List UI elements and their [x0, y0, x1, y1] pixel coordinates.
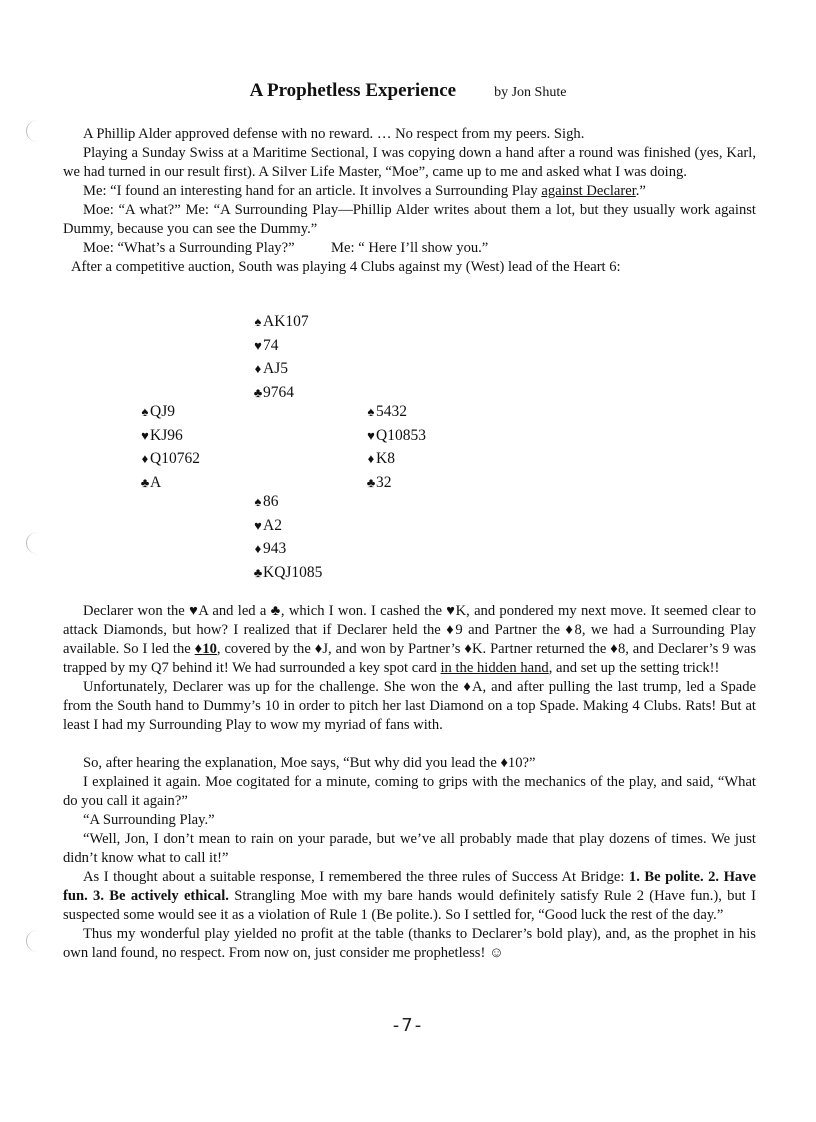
heart-icon: ♥ — [254, 337, 262, 353]
diamond-icon: ♦ — [463, 679, 473, 695]
analysis-text — [63, 602, 756, 963]
diamond-icon: ♦ — [565, 622, 575, 638]
diamond-icon: ♦ — [141, 451, 149, 467]
club-icon: ♣ — [140, 474, 150, 490]
paragraph: As I thought about a suitable response, I remembered the three rules of Success At Bridge: 1. Be polite. 2. Have fun. 3. Be actively ethical. Strangling Moe with my bare hands would definitely satisfy Rule 2 (Have fun.), but I suspected some would see it as a violation of Rule 1 (Be polite.). So I settled for, “Good luck the rest of the day.” — [63, 869, 756, 923]
diamond-icon: ♦ — [194, 641, 203, 657]
west-hand: ♠QJ9 ♥KJ96 ♦ Q10762 ♣A — [140, 400, 200, 494]
diamond-icon: ♦ — [464, 641, 472, 657]
spade-icon: ♠ — [141, 404, 149, 419]
paragraph: Playing a Sunday Swiss at a Maritime Sectional, I was copying down a hand after a round was finished (yes, Karl, we had turned in our result first). A Silver Life Master, “Moe”, came up to me and asked what I was doing. — [63, 145, 756, 180]
club-icon: ♣ — [253, 564, 263, 580]
paragraph: Me: “I found an interesting hand for an article. It involves a Surrounding Play against Declarer.” — [83, 183, 646, 199]
north-hand: ♠AK107 ♥74 ♦ AJ5 ♣9764 — [253, 310, 309, 404]
paragraph: Thus my wonderful play yielded no profit at the table (thanks to Declarer’s bold play), and, as the prophet in his own land found, no respect. From now on, just consider me prophetless! ☺ — [63, 926, 756, 961]
heart-icon: ♥ — [446, 603, 456, 619]
paragraph: So, after hearing the explanation, Moe says, “But why did you lead the ♦10?” — [83, 755, 536, 771]
paragraph: Unfortunately, Declarer was up for the challenge. She won the ♦A, and after pulling the last trump, led a Spade from the South hand to Dummy’s 10 in order to pitch her last Diamond on a top Spade. Making 4 Clubs. Rats! But at least I had my Surrounding Play to wow my myriad of fans with. — [63, 679, 757, 733]
punch-hole-mark — [26, 930, 49, 952]
intro-text — [63, 125, 756, 277]
paragraph: “Well, Jon, I don’t mean to rain on your parade, but we’ve all probably made that play dozens of times. We just didn’t know what to call it!” — [63, 831, 756, 866]
punch-hole-mark — [26, 532, 49, 554]
page-number: -7- — [392, 1015, 424, 1036]
heart-icon: ♥ — [141, 427, 149, 443]
diamond-icon: ♦ — [254, 541, 262, 557]
heart-icon: ♥ — [367, 427, 375, 443]
club-icon: ♣ — [253, 384, 263, 400]
paragraph: Moe: “A what?” Me: “A Surrounding Play—Phillip Alder writes about them a lot, but they usually work against Dummy, because you can see the Dummy.” — [63, 202, 756, 237]
paragraph: After a competitive auction, South was playing 4 Clubs against my (West) lead of the Heart 6: — [71, 259, 621, 275]
diamond-icon: ♦ — [446, 622, 456, 638]
club-icon: ♣ — [366, 474, 376, 490]
club-icon: ♣ — [270, 603, 281, 619]
east-hand: ♠5432 ♥Q10853 ♦ K8 ♣32 — [366, 400, 426, 494]
diamond-icon: ♦ — [367, 451, 375, 467]
diamond-icon: ♦ — [254, 361, 262, 377]
heart-icon: ♥ — [254, 517, 262, 533]
spade-icon: ♠ — [254, 314, 262, 329]
heart-icon: ♥ — [189, 603, 199, 619]
paragraph: A Phillip Alder approved defense with no reward. … No respect from my peers. Sigh. — [83, 126, 585, 142]
spade-icon: ♠ — [367, 404, 375, 419]
diamond-icon: ♦ — [500, 755, 508, 771]
paragraph: I explained it again. Moe cogitated for a minute, coming to grips with the mechanics of the play, and said, “What do you call it again?” — [63, 774, 756, 809]
article-byline: by Jon Shute — [494, 85, 567, 100]
paragraph: Moe: “What’s a Surrounding Play?” Me: “ Here I’ll show you.” — [83, 240, 489, 256]
paragraph: Declarer won the ♥A and led a ♣, which I won. I cashed the ♥K, and pondered my next move. It seemed clear to attack Diamonds, but how? I realized that if Declarer held the ♦9 and Partner the ♦8, we had a Surrounding Play available. So I led the ♦10, covered by the ♦J, and won by Partner’s ♦K. Partner returned the ♦8, and Declarer’s 9 was trapped by my Q7 behind it! We had surrounded a key spot card in the hidden hand, and set up the setting trick!! — [63, 603, 757, 676]
diamond-icon: ♦ — [314, 641, 323, 657]
article-header — [0, 80, 816, 102]
diamond-icon: ♦ — [610, 641, 618, 657]
article-title: A Prophetless Experience — [249, 80, 457, 101]
south-hand: ♠86 ♥A2 ♦ 943 ♣KQJ1085 — [253, 490, 322, 584]
spade-icon: ♠ — [254, 494, 262, 509]
punch-hole-mark — [26, 120, 49, 142]
paragraph: “A Surrounding Play.” — [83, 812, 215, 828]
